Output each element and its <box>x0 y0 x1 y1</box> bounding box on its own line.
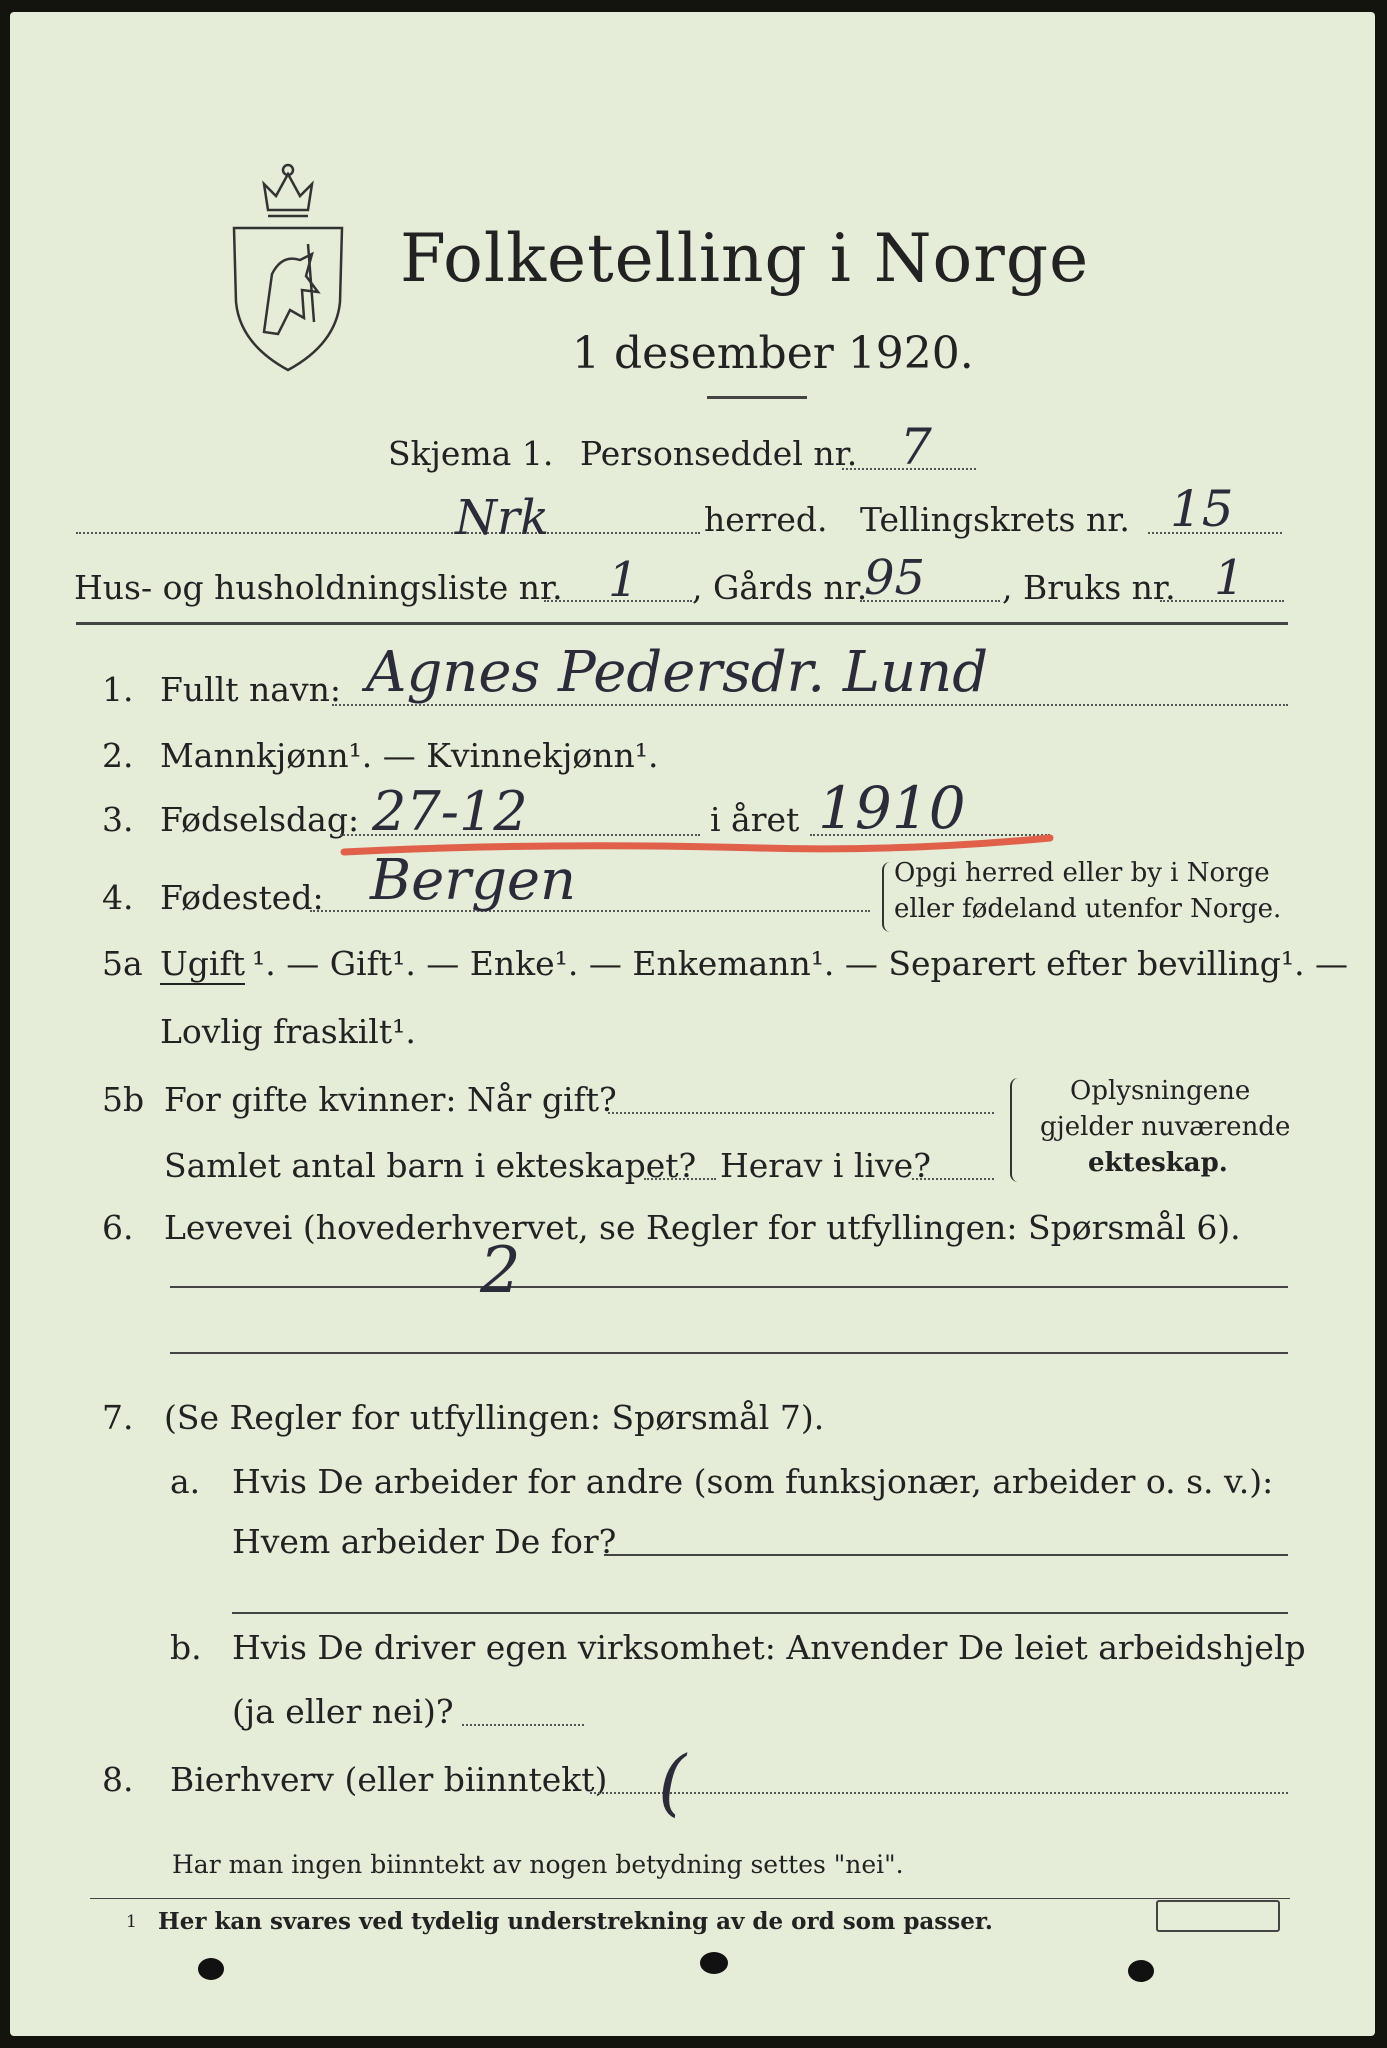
q4-note-line-1: Opgi herred eller by i Norge <box>894 858 1270 888</box>
herred-field[interactable] <box>76 532 700 534</box>
q4-note-brace <box>882 862 894 932</box>
husliste-label: Hus- og husholdningsliste nr. <box>74 568 563 607</box>
side-income-value: ( <box>658 1740 687 1824</box>
children-count-field[interactable] <box>644 1178 716 1180</box>
personseddel-label: Personseddel nr. <box>580 434 858 473</box>
q1-number: 1. <box>102 670 134 709</box>
q5b-number: 5b <box>102 1080 145 1119</box>
marital-status-fraskilt[interactable]: Lovlig fraskilt¹. <box>160 1012 416 1051</box>
printer-stamp <box>1156 1900 1280 1932</box>
gards-value: 95 <box>864 550 926 606</box>
q4-note-line-2: eller fødeland utenfor Norge. <box>894 894 1282 924</box>
footnote-rule <box>90 1898 1290 1899</box>
q7a-letter: a. <box>170 1462 201 1501</box>
q6-number: 6. <box>102 1208 134 1247</box>
q5b-note-brace <box>1010 1078 1024 1182</box>
form-date: 1 desember 1920. <box>572 328 974 379</box>
no-income-note: Har man ingen biinntekt av nogen betydning settes "nei". <box>172 1850 904 1879</box>
occupation-line-1[interactable] <box>170 1286 1288 1288</box>
occupation-value: 2 <box>480 1234 521 1308</box>
q5a-number: 5a <box>102 944 143 983</box>
q7b-letter: b. <box>170 1628 202 1667</box>
tellingskrets-value: 15 <box>1170 480 1234 538</box>
q5b-children-label: Samlet antal barn i ekteskapet? <box>164 1146 697 1185</box>
tellingskrets-label: Tellingskrets nr. <box>860 500 1130 539</box>
form-title: Folketelling i Norge <box>400 220 1090 297</box>
q7a-label-line-1: Hvis De arbeider for andre (som funksjonær, arbeider o. s. v.): <box>232 1462 1274 1501</box>
full-name-value: Agnes Pedersdr. Lund <box>366 640 989 705</box>
q5b-note-line-2: gjelder nuværende <box>1040 1112 1291 1142</box>
q6-label: Levevei (hovederhvervet, se Regler for utfyllingen: Spørsmål 6). <box>164 1208 1241 1247</box>
marital-status-ugift[interactable]: Ugift <box>160 944 245 983</box>
q2-number: 2. <box>102 736 134 775</box>
q8-number: 8. <box>102 1760 134 1799</box>
side-income-field[interactable] <box>590 1792 1288 1794</box>
gards-label: , Gårds nr. <box>692 568 868 607</box>
q5b-married-when-label: For gifte kvinner: Når gift? <box>164 1080 617 1119</box>
q7-number: 7. <box>102 1398 134 1437</box>
husliste-value: 1 <box>608 552 639 608</box>
q5b-note-line-1: Oplysningene <box>1070 1076 1251 1106</box>
punch-hole-center <box>700 1952 728 1974</box>
census-form-page <box>10 12 1375 2036</box>
q3-year-label: i året <box>710 800 800 839</box>
q8-label: Bierhverv (eller biinntekt) <box>170 1760 608 1799</box>
birthplace-value: Bergen <box>370 848 577 913</box>
header-rule <box>707 396 807 399</box>
bruks-value: 1 <box>1214 550 1245 606</box>
q5b-note-line-3: ekteskap. <box>1088 1148 1228 1178</box>
q3-label: Fødselsdag: <box>160 800 360 839</box>
children-alive-field[interactable] <box>912 1178 994 1180</box>
footnote-marker: 1 <box>126 1912 137 1932</box>
bruks-label: , Bruks nr. <box>1002 568 1176 607</box>
occupation-line-2[interactable] <box>170 1352 1288 1354</box>
birth-year-value: 1910 <box>818 774 966 842</box>
q4-label: Fødested: <box>160 878 324 917</box>
employer-field-line-2[interactable] <box>232 1612 1288 1614</box>
section-divider <box>76 622 1288 625</box>
q7-label: (Se Regler for utfyllingen: Spørsmål 7). <box>164 1398 825 1437</box>
herred-value: Nrk <box>455 490 550 546</box>
hired-help-field[interactable] <box>462 1724 584 1726</box>
q1-label: Fullt navn: <box>160 670 341 709</box>
employer-field[interactable] <box>604 1554 1288 1556</box>
footnote-text: Her kan svares ved tydelig understrekning av de ord som passer. <box>158 1908 993 1935</box>
punch-hole-right <box>1128 1960 1154 1982</box>
gender-options[interactable]: Mannkjønn¹. — Kvinnekjønn¹. <box>160 736 659 775</box>
herred-label: herred. <box>704 500 828 539</box>
q7b-label-line-2: (ja eller nei)? <box>232 1692 454 1731</box>
schema-label: Skjema 1. <box>388 434 554 473</box>
q3-number: 3. <box>102 800 134 839</box>
marital-status-options[interactable]: ¹. — Gift¹. — Enke¹. — Enkemann¹. — Separert efter bevilling¹. — <box>252 944 1349 983</box>
birth-day-value: 27-12 <box>372 780 528 843</box>
personseddel-value: 7 <box>900 418 932 476</box>
married-when-field[interactable] <box>608 1112 994 1114</box>
q4-number: 4. <box>102 878 134 917</box>
q5b-alive-label: Herav i live? <box>720 1146 931 1185</box>
q7b-label-line-1: Hvis De driver egen virksomhet: Anvender De leiet arbeidshjelp <box>232 1628 1306 1667</box>
q7a-label-line-2: Hvem arbeider De for? <box>232 1522 617 1561</box>
punch-hole-left <box>198 1958 224 1980</box>
norwegian-coat-of-arms-icon <box>224 162 352 374</box>
